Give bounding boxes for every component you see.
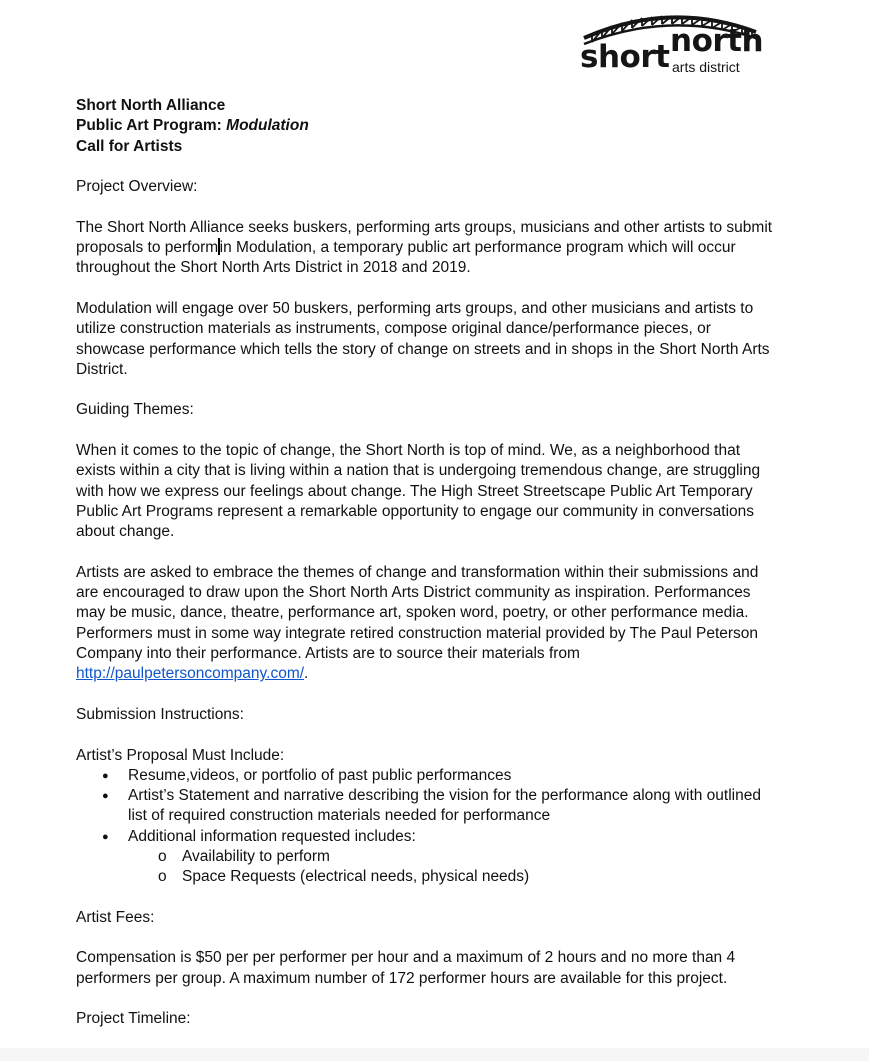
list-item xyxy=(76,786,776,827)
paul-peterson-link[interactable]: http://paulpetersoncompany.com/ xyxy=(76,665,305,683)
page-bottom-bar xyxy=(0,1048,869,1061)
list-item xyxy=(76,827,776,888)
sub-list-item xyxy=(128,867,776,887)
list-item xyxy=(76,766,776,786)
themes-paragraph-1: When it comes to the topic of change, the Short North is top of mind. We, as a neighborhood that exists within a city that is living within a nation that is undergoing tremendous change, are struggling with how we express our feelings about change. The High Street Streetscape Public Art Temporary Public Art Programs represent a remarkable opportunity to engage our community in conversations about change. xyxy=(76,442,761,541)
fees-label: Artist Fees: xyxy=(76,908,155,926)
short-north-logo xyxy=(576,6,762,78)
themes-p2-text: Artists are asked to embrace the themes of change and transformation within their submissions and are encouraged to draw upon the Short North Arts District community as inspiration. Performances may be music, dance, theatre, performance art, spoken word, poetry, or other performance media. Performers must in some way integrate retired construction material provided by The Paul Peterson Company into their performance. Artists are to source their materials from xyxy=(76,563,759,663)
sub-list-item-text: Availability to perform xyxy=(182,847,330,865)
call-title: Call for Artists xyxy=(76,137,183,155)
sub-list-item xyxy=(128,847,776,867)
org-title: Short North Alliance xyxy=(76,97,226,114)
overview-label: Project Overview: xyxy=(76,178,198,196)
overview-paragraph-2: Modulation will engage over 50 buskers, performing arts groups, and other musicians and artists to utilize construction materials as instruments, compose original dance/performance pieces, or showcase performance which tells the story of change on streets and in shops in the Short North Arts District. xyxy=(76,299,770,378)
submission-label: Submission Instructions: xyxy=(76,705,244,723)
program-prefix: Public Art Program: xyxy=(76,117,227,135)
sub-list xyxy=(128,847,776,888)
logo-tagline: arts district xyxy=(672,59,740,75)
sub-list-item-text: Space Requests (electrical needs, physical needs) xyxy=(182,868,530,886)
timeline-label: Project Timeline: xyxy=(76,1010,191,1028)
list-item-text: Additional information requested includes: xyxy=(128,827,416,845)
themes-label: Guiding Themes: xyxy=(76,401,194,419)
proposal-list xyxy=(76,766,776,888)
logo-word-short: short xyxy=(580,39,670,75)
list-item-text: Resume,videos, or portfolio of past public performances xyxy=(128,766,512,784)
fees-paragraph: Compensation is $50 per per performer per hour and a maximum of 2 hours and no more than 4 performers per group. A maximum number of 172 performer hours are available for this project. xyxy=(76,949,736,987)
themes-paragraph-2 xyxy=(76,563,776,685)
logo-word-north: north xyxy=(670,23,764,59)
overview-p1-part-a: The Short North Alliance seeks buskers, performing arts groups, musicians and other artists to submit proposals to perform xyxy=(76,218,773,257)
document-body xyxy=(76,96,776,1030)
program-title xyxy=(76,116,776,136)
themes-p2-end: . xyxy=(304,665,309,683)
overview-p1-part-b: in Modulation, a temporary public art performance program which will occur throughout the Short North Arts District in 2018 and 2019. xyxy=(76,239,736,277)
program-name: Modulation xyxy=(226,117,309,135)
list-item-text: Artist’s Statement and narrative describing the vision for the performance along with outlined list of required construction materials needed for performance xyxy=(128,787,761,825)
proposal-label: Artist’s Proposal Must Include: xyxy=(76,746,285,764)
overview-paragraph-1 xyxy=(76,218,776,279)
